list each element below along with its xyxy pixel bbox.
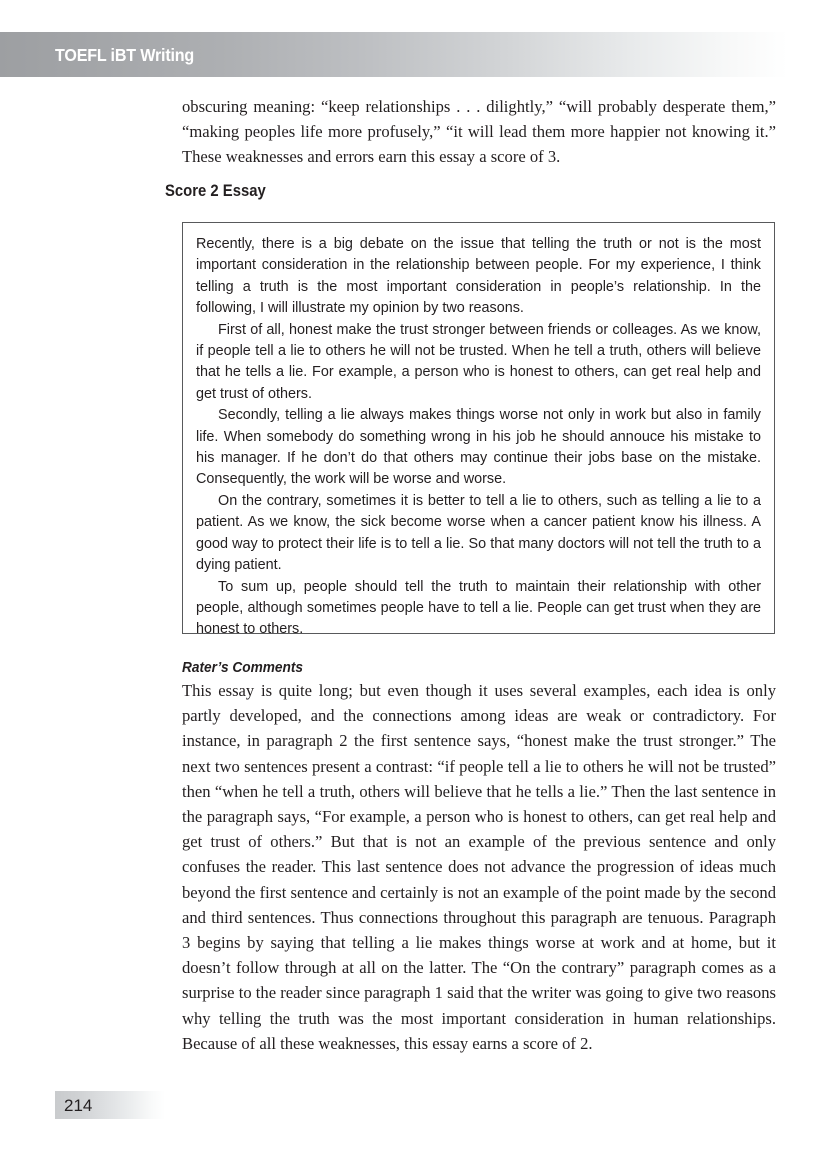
essay-paragraph-4: On the contrary, sometimes it is better to tell a lie to others, such as telling a lie to a patient. As we know, the sick become worse when a cancer patient know his illness. A good way to protect their life is to tell a lie. So that many doctors will not tell the truth to a dying patient.	[196, 492, 761, 574]
essay-sample-box	[182, 222, 775, 638]
page-header-title: TOEFL iBT Writing	[55, 45, 195, 65]
raters-comments-paragraph: This essay is quite long; but even though it uses several examples, each idea is only partly developed, and the connections among ideas are weak or contradictory. For instance, in paragraph 2 the first sentence says, “honest make the trust stronger.” The next two sentences present a contrast: “if people tell a lie to others he will not be trusted” then “when he tell a truth, others will believe that he tells a lie.” Then the last sentence in the paragraph says, “For example, a person who is honest to others, can get real help and get trust of others.” But that is not an example of the previous sentence and only confuses the reader. This last sentence does not advance the progression of ideas much beyond the first sentence and certainly is not an example of the point made by the second and third sentences. Thus connections throughout this paragraph are tenuous. Paragraph 3 begins by saying that telling a lie makes things worse at work and at home, but it doesn’t follow through at all on the latter. The “On the contrary” paragraph comes as a surprise to the reader since paragraph 1 said that the writer was going to give two reasons why telling the truth was the most important consideration in human relationships. Because of all these weaknesses, this essay earns a score of 2.	[182, 681, 776, 1053]
carryover-paragraph: obscuring meaning: “keep relationships . . . dilightly,” “will probably desperate them,” “making peoples life more profusely,” “it will lead them more happier not knowing it.” These weaknesses and errors earn this essay a score of 3.	[182, 97, 776, 167]
raters-comments-block	[182, 678, 776, 1056]
raters-comments-heading: Rater’s Comments	[182, 659, 304, 676]
page-number: 214	[64, 1096, 93, 1115]
section-heading-score-2-essay: Score 2 Essay	[165, 182, 266, 200]
essay-paragraph-3: Secondly, telling a lie always makes things worse not only in work but also in family life. When somebody do something wrong in his job he should annouce his mistake to his manager. If he don’t do that others may continue their jobs base on the mistake. Consequently, the work will be worse and worse.	[196, 407, 761, 488]
essay-paragraph-5: To sum up, people should tell the truth to maintain their relationship with other people, although sometimes people have to tell a lie. People can get trust when they are honest to others.	[196, 578, 761, 638]
carryover-text-block	[182, 94, 776, 170]
essay-paragraph-1: Recently, there is a big debate on the issue that telling the truth or not is the most important consideration in the relationship between people. For my experience, I think telling a truth is the most important consideration in people’s relationship. In the following, I will illustrate my opinion by two reasons.	[196, 236, 761, 317]
essay-paragraph-2: First of all, honest make the trust stronger between friends or colleages. As we know, if people tell a lie to others he will not be trusted. When he tell a truth, others will believe that he tells a lie. For example, a person who is honest to others, can get real help and get trust of others.	[196, 321, 761, 402]
